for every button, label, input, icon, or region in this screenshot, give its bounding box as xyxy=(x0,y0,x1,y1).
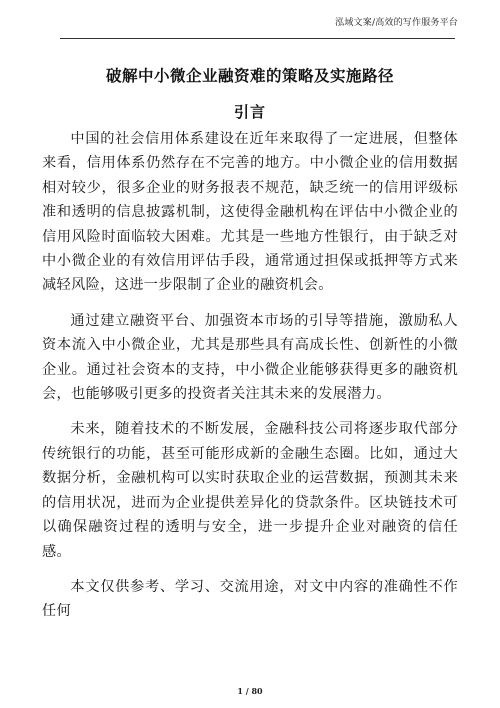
page-number: 1 / 80 xyxy=(237,686,263,696)
section-heading: 引言 xyxy=(233,103,266,121)
document-body xyxy=(42,127,458,635)
header-divider xyxy=(60,38,455,39)
paragraph-1: 中国的社会信用体系建设在近年来取得了一定进展，但整体来看，信用体系仍然存在不完善的地方。中小微企业的信用数据相对较少，很多企业的财务报表不规范，缺乏统一的信用评级标准和透明的信息披露机制，这使得金融机构在评估中小微企业的信用风险时面临较大困难。尤其是一些地方性银行，由于缺乏对中小微企业的有效信用评估手段，通常通过担保或抵押等方式来减轻风险，这进一步限制了企业的融资机会。 xyxy=(42,131,458,294)
document-title: 破解中小微企业融资难的策略及实施路径 xyxy=(105,67,394,85)
paragraph-2: 通过建立融资平台、加强资本市场的引导等措施，激励私人资本流入中小微企业，尤其是那些具有高成长性、创新性的小微企业。通过社会资本的支持，中小微企业能够获得更多的融资机会，也能够吸引更多的投资者关注其未来的发展潜力。 xyxy=(42,312,458,403)
paragraph-4: 本文仅供参考、学习、交流用途，对文中内容的准确性不作任何 xyxy=(42,578,458,620)
header-brand-text: 泓域文案/高效的写作服务平台 xyxy=(335,18,458,28)
paragraph-3: 未来，随着技术的不断发展，金融科技公司将逐步取代部分传统银行的功能，甚至可能形成新的金融生态圈。比如，通过大数据分析，金融机构可以实时获取企业的运营数据，预测其未来的信用状况，进而为企业提供差异化的贷款条件。区块链技术可以确保融资过程的透明与安全，进一步提升企业对融资的信任感。 xyxy=(42,421,458,560)
